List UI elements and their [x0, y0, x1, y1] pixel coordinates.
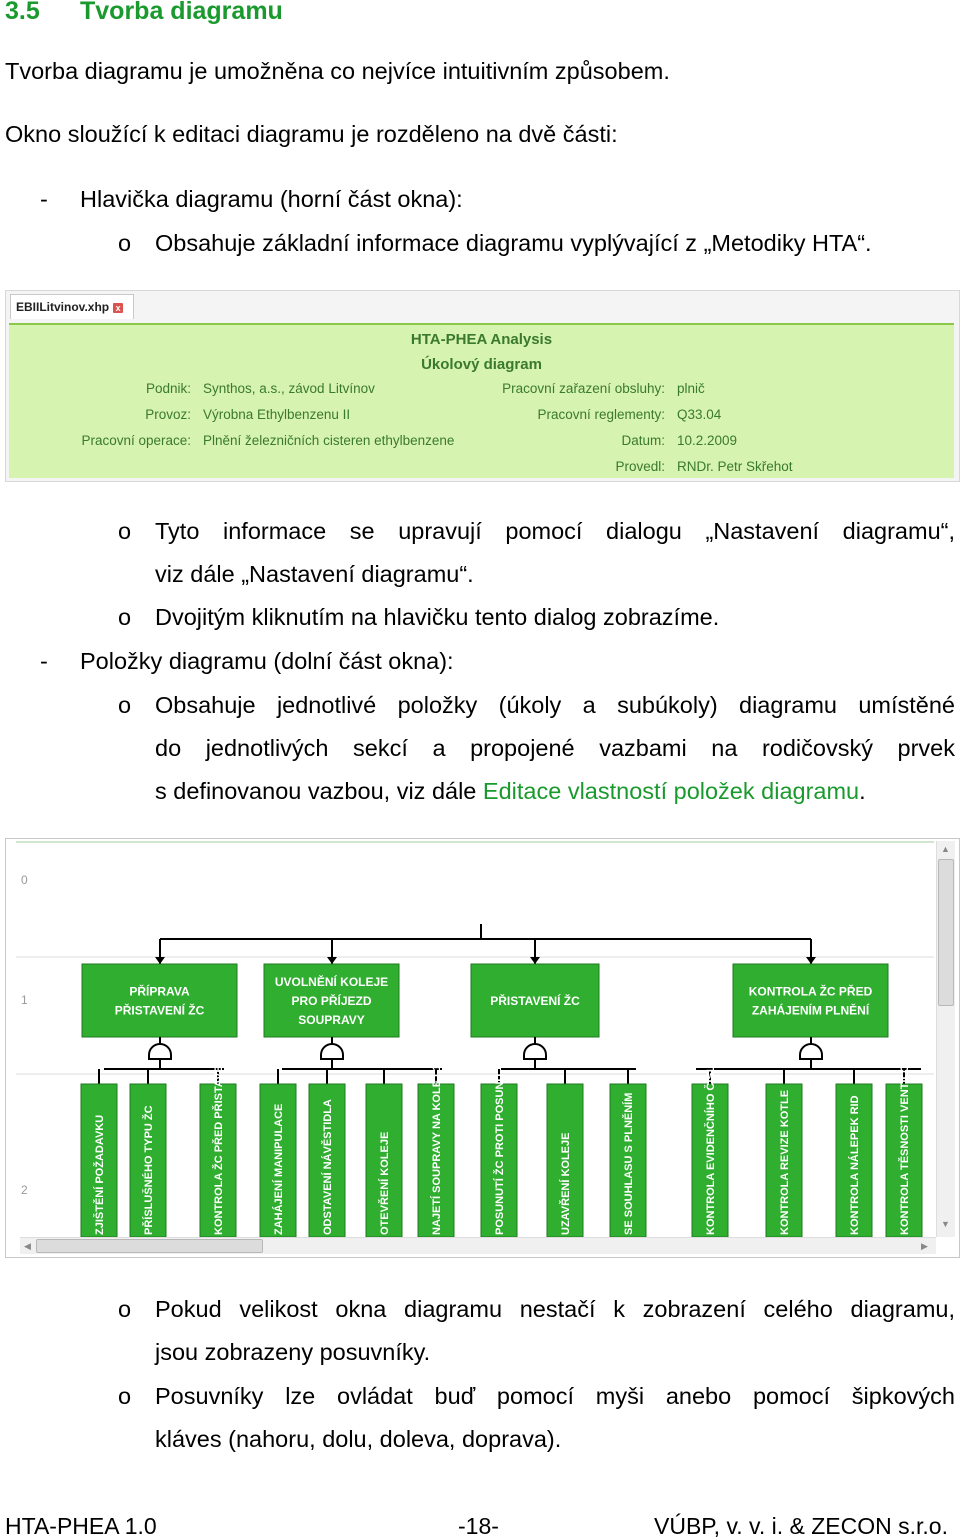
field-value-provoz: Výrobna Ethylbenzenu II	[203, 407, 351, 422]
part1-bullet-3: o	[118, 604, 132, 630]
part1-item-1: Obsahuje základní informace diagramu vyplývající z „Metodiky HTA“.	[155, 230, 872, 256]
field-label-podnik: Podnik:	[145, 381, 191, 396]
row-label-2: 2	[21, 1183, 28, 1197]
level1-node[interactable]	[82, 964, 237, 1037]
level2-node[interactable]	[366, 1069, 402, 1237]
level1-node-label: ZAHÁJENÍM PLNĚNÍ	[751, 1003, 870, 1018]
level2-node[interactable]	[309, 1069, 345, 1237]
level2-node-label: UZAVŘENÍ KOLEJE	[560, 1132, 572, 1235]
level1-node[interactable]	[264, 964, 399, 1037]
connector-arrows	[155, 957, 816, 964]
part2-bullet-2: o	[118, 1296, 132, 1322]
level2-node[interactable]	[836, 1069, 872, 1237]
diagram-header-panel[interactable]	[9, 323, 954, 478]
field-value-reglementy: Q33.04	[677, 407, 722, 422]
level2-node-label: ZJIŠTĚNÍ POŽADAVKU	[94, 1114, 106, 1235]
part2-item-3-line1: Posuvníky lze ovládat buď pomocí myši anebo pomocí šipkových	[155, 1383, 955, 1409]
level1-node-label: PRO PŘÍJEZD	[291, 994, 372, 1008]
scroll-left-arrow-icon[interactable]: ◀	[24, 1241, 31, 1251]
level2-node[interactable]	[481, 1069, 517, 1237]
level1-node-label: PŘÍPRAVA	[129, 984, 190, 999]
level1-node-box	[733, 964, 888, 1037]
level2-node-label: ODSTAVENÍ NÁVĚSTIDLA	[322, 1099, 334, 1235]
level1-node[interactable]	[471, 964, 599, 1037]
field-label-provedl: Provedl:	[615, 459, 665, 474]
horizontal-scroll-thumb[interactable]	[36, 1239, 263, 1253]
field-label-zarazeni: Pracovní zařazení obsluhy:	[502, 381, 665, 396]
part2-bullet-3: o	[118, 1383, 132, 1409]
part1-item-3: Dvojitým kliknutím na hlavičku tento dialog zobrazíme.	[155, 604, 720, 630]
row-label-0: 0	[21, 873, 28, 887]
footer-left: HTA-PHEA 1.0	[5, 1513, 157, 1539]
close-icon[interactable]: x	[113, 303, 123, 313]
part2-item-2-line1: Pokud velikost okna diagramu nestačí k zobrazení celého diagramu,	[155, 1296, 955, 1322]
field-label-datum: Datum:	[621, 433, 665, 448]
level1-node-box	[82, 964, 237, 1037]
level2-node[interactable]	[130, 1069, 166, 1237]
level2-node-label: OTEVŘENÍ KOLEJE	[379, 1131, 391, 1235]
part2-item-1-line2: do jednotlivých sekcí a propojené vazbami na rodičovský prvek	[155, 735, 955, 761]
part2-item-2-line2: jsou zobrazeny posuvníky.	[155, 1339, 431, 1365]
level2-node-label: NAJETÍ SOUPRAVY NA KOLEJ 133	[431, 1052, 443, 1235]
level2-node-label: PŘÍSLUŠNÉHO TYPU ŽC	[143, 1105, 155, 1235]
level1-node-label: SOUPRAVY	[298, 1013, 365, 1027]
part1-bullet-1: o	[118, 230, 132, 256]
part2-item-3-line2: kláves (nahoru, dolu, doleva, doprava).	[155, 1426, 562, 1452]
level2-node[interactable]	[547, 1069, 583, 1237]
field-value-podnik: Synthos, a.s., závod Litvínov	[203, 381, 375, 396]
part1-dash: -	[40, 186, 48, 212]
part2-item-1-line1: Obsahuje jednotlivé položky (úkoly a subúkoly) diagramu umístěné	[155, 692, 955, 718]
section-number: 3.5	[5, 0, 40, 25]
level1-node-label: UVOLNĚNÍ KOLEJE	[274, 975, 389, 989]
file-tab[interactable]	[10, 294, 134, 319]
field-value-provedl: RNDr. Petr Skřehot	[677, 459, 793, 474]
level2-node-label: KONTROLA TĚSNOSTI VENTILOVÉ SOUSTAVY	[899, 987, 911, 1235]
level2-node-label: KONTROLA REVIZE KOTLE	[779, 1089, 791, 1235]
level2-node[interactable]	[81, 1069, 117, 1237]
footer-page-number: -18-	[458, 1513, 499, 1539]
section-heading	[5, 0, 283, 26]
scroll-right-arrow-icon[interactable]: ▶	[921, 1241, 928, 1251]
level2-node-label: SE SOUHLASU S PLNĚNÍM	[623, 1092, 635, 1235]
diagram-items-screenshot	[5, 838, 960, 1258]
field-value-operace: Plnění železničních cisteren ethylbenzene	[203, 433, 455, 448]
header-subtitle: Úkolový diagram	[421, 356, 542, 373]
diagram-canvas[interactable]	[6, 839, 936, 1237]
part2-line3-end: .	[859, 778, 866, 804]
level2-node[interactable]	[766, 1069, 802, 1237]
level2-node-label: POSUNUTÍ ŽC PROTI POSUNU	[494, 1073, 506, 1235]
field-label-reglementy: Pracovní reglementy:	[537, 407, 665, 422]
window-intro-paragraph: Okno sloužící k editaci diagramu je rozděleno na dvě části:	[5, 121, 618, 147]
vertical-scroll-thumb[interactable]	[938, 859, 954, 1006]
part2-bullet-1: o	[118, 692, 132, 718]
part1-item-2-line2: viz dále „Nastavení diagramu“.	[155, 561, 474, 587]
level2-node[interactable]	[260, 1069, 296, 1237]
row-label-1: 1	[21, 993, 28, 1007]
footer-right: VÚBP, v. v. i. & ZECON s.r.o.	[654, 1513, 948, 1539]
section-title: Tvorba diagramu	[80, 0, 283, 25]
level1-node-label: PŘISTAVENÍ ŽC	[114, 1003, 205, 1018]
level2-node-label: KONTROLA EVIDENČNÍHO ČÍSLA	[705, 1057, 717, 1235]
level2-node[interactable]	[692, 1058, 728, 1237]
field-label-provoz: Provoz:	[145, 407, 191, 422]
part2-title: Položky diagramu (dolní část okna):	[80, 648, 454, 674]
connectors-bottom	[104, 1037, 921, 1069]
level1-node-label: KONTROLA ŽC PŘED	[748, 984, 873, 999]
level2-node-label: KONTROLA ŽC PŘED PŘISTAVENÍM	[213, 1045, 225, 1235]
editace-link[interactable]: Editace vlastností položek diagramu	[482, 778, 860, 804]
field-value-zarazeni: plnič	[677, 381, 705, 396]
diagram-header-screenshot	[5, 290, 960, 482]
file-tab-label: EBIILitvinov.xhp	[16, 300, 110, 314]
part2-line3-text: s definovanou vazbou, viz dále	[155, 778, 483, 804]
part2-item-1-line3	[155, 777, 866, 805]
part1-item-2-line1: Tyto informace se upravují pomocí dialogu „Nastavení diagramu“,	[155, 518, 955, 544]
scroll-up-arrow-icon[interactable]: ▲	[941, 844, 950, 854]
level1-node-label: PŘISTAVENÍ ŽC	[490, 994, 580, 1008]
level1-node[interactable]	[733, 964, 888, 1037]
level2-node[interactable]	[886, 987, 922, 1237]
intro-paragraph: Tvorba diagramu je umožněna co nejvíce intuitivním způsobem.	[5, 58, 670, 84]
level2-node[interactable]	[610, 1069, 646, 1237]
scroll-down-arrow-icon[interactable]: ▼	[941, 1219, 950, 1229]
part1-bullet-2: o	[118, 518, 132, 544]
level2-node-label: ZAHÁJENÍ MANIPULACE	[273, 1103, 285, 1235]
level2-node-label: KONTROLA NÁLEPEK RID	[849, 1095, 861, 1235]
field-value-datum: 10.2.2009	[677, 433, 738, 448]
part2-dash: -	[40, 648, 48, 674]
connectors-top	[160, 924, 811, 964]
part1-title: Hlavička diagramu (horní část okna):	[80, 186, 463, 212]
field-label-operace: Pracovní operace:	[81, 433, 191, 448]
header-title: HTA-PHEA Analysis	[410, 331, 553, 348]
level2-node[interactable]	[418, 1052, 454, 1237]
